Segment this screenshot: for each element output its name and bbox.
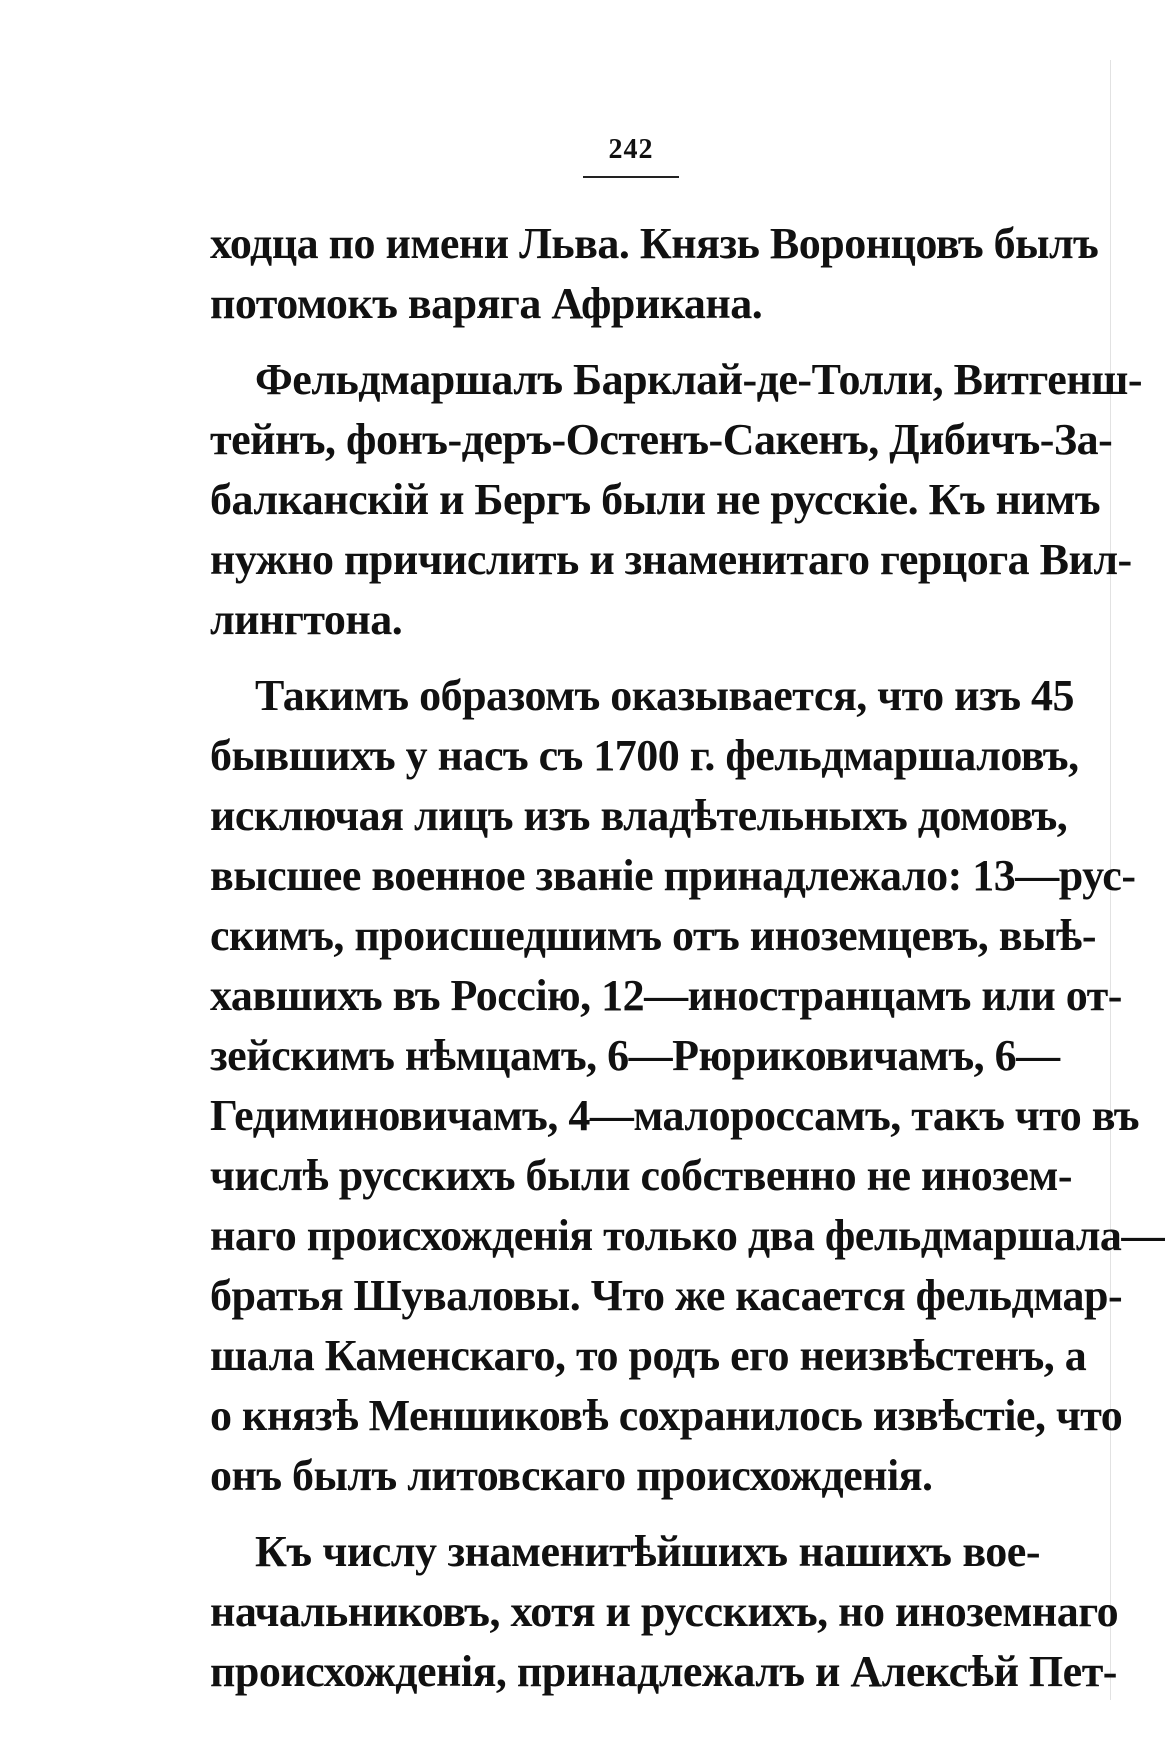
text-line: шала Каменскаго, то родъ его неизвѣстенъ, а bbox=[210, 1331, 1087, 1380]
text-line: происхожденія, принадлежалъ и Алексѣй Пет- bbox=[210, 1647, 1117, 1696]
text-line: скимъ, происшедшимъ отъ иноземцевъ, выѣ- bbox=[210, 911, 1096, 960]
text-line: братья Шуваловы. Что же касается фельдмар- bbox=[210, 1271, 1123, 1320]
paragraph-spacing bbox=[210, 1506, 1040, 1522]
page-number-underline bbox=[583, 176, 679, 178]
text-line: онъ былъ литовскаго происхожденія. bbox=[210, 1451, 933, 1500]
text-line: начальниковъ, хотя и русскихъ, но иноземнаго bbox=[210, 1587, 1119, 1636]
paragraph bbox=[210, 214, 1099, 334]
text-line: потомокъ варяга Африкана. bbox=[210, 279, 763, 328]
text-line: Фельдмаршалъ Барклай-де-Толли, Витгенш- bbox=[255, 355, 1142, 404]
text-line: тейнъ, фонъ-деръ-Остенъ-Сакенъ, Дибичъ-За- bbox=[210, 415, 1113, 464]
text-line: балканскій и Бергъ были не русскіе. Къ нимъ bbox=[210, 475, 1100, 524]
text-line: зейскимъ нѣмцамъ, 6—Рюриковичамъ, 6— bbox=[210, 1031, 1060, 1080]
text-line: исключая лицъ изъ владѣтельныхъ домовъ, bbox=[210, 791, 1068, 840]
text-line: нужно причислить и знаменитаго герцога Вил- bbox=[210, 535, 1132, 584]
text-line: хавшихъ въ Россію, 12—иностранцамъ или от- bbox=[210, 971, 1122, 1020]
paragraph-spacing bbox=[210, 334, 1040, 350]
text-line: Къ числу знаменитѣйшихъ нашихъ вое- bbox=[255, 1527, 1040, 1576]
text-line: наго происхожденія только два фельдмаршала— bbox=[210, 1211, 1165, 1260]
text-line: высшее военное званіе принадлежало: 13—рус- bbox=[210, 851, 1136, 900]
text-line: лингтона. bbox=[210, 595, 403, 644]
text-line: о князѣ Меншиковѣ сохранилось извѣстіе, что bbox=[210, 1391, 1123, 1440]
body-text bbox=[210, 214, 1165, 1702]
text-line: Гедиминовичамъ, 4—малороссамъ, такъ что въ bbox=[210, 1091, 1140, 1140]
page-number: 242 bbox=[608, 134, 654, 165]
paragraph bbox=[210, 350, 1142, 650]
paragraph bbox=[210, 1522, 1119, 1702]
paragraph bbox=[210, 666, 1165, 1506]
text-line: ходца по имени Льва. Князь Воронцовъ былъ bbox=[210, 219, 1099, 268]
paragraph-spacing bbox=[210, 650, 1040, 666]
text-line: Такимъ образомъ оказывается, что изъ 45 bbox=[255, 671, 1075, 720]
text-line: бывшихъ у насъ съ 1700 г. фельдмаршаловъ, bbox=[210, 731, 1079, 780]
text-line: числѣ русскихъ были собственно не инозем- bbox=[210, 1151, 1073, 1200]
